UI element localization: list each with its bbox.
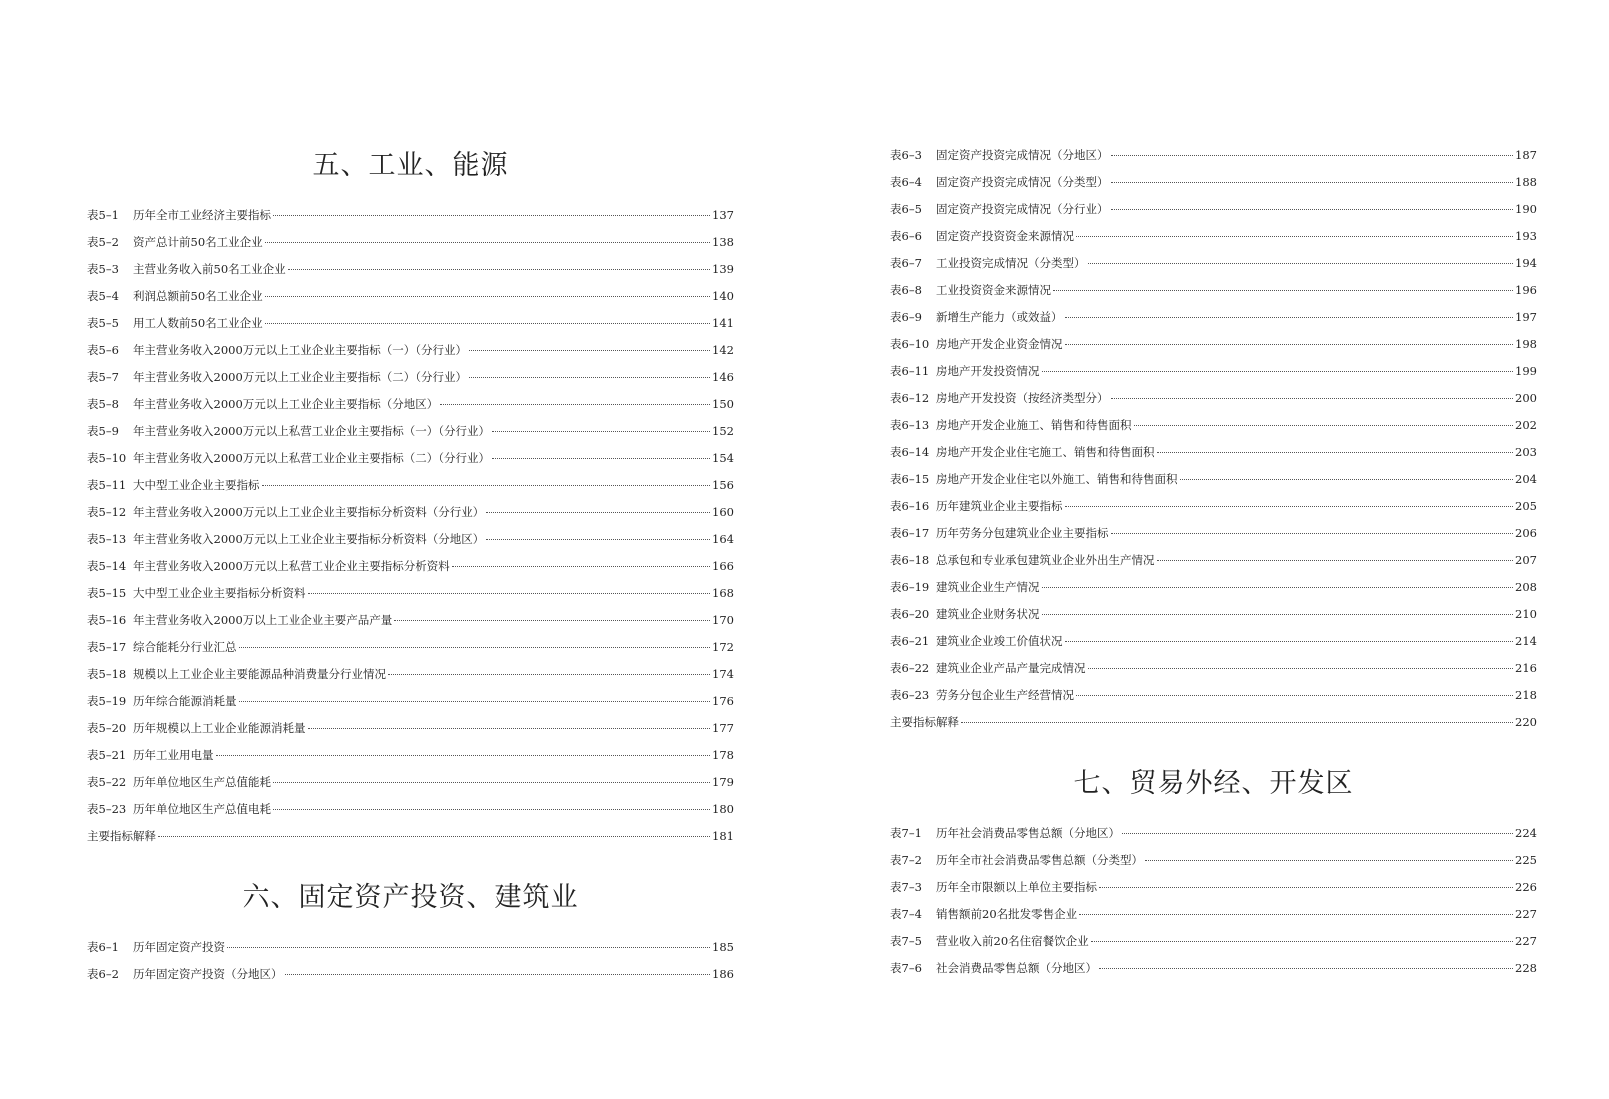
entry-table-number: 表6–1 [87,940,119,954]
entry-title: 年主营业务收入2000万元以上私营工业企业主要指标分析资料 [133,559,450,573]
dot-leader [216,755,711,756]
entry-table-number: 表6–9 [890,310,922,324]
entry-page-number: 188 [1515,175,1537,189]
entry-page-number: 186 [712,967,734,981]
section-heading: 五、工业、能源 [312,150,509,181]
dot-leader [452,566,710,567]
toc-entry[interactable] [890,223,1537,250]
entry-title: 房地产开发企业施工、销售和待售面积 [936,418,1132,432]
entry-title: 历年建筑业企业主要指标 [936,499,1063,513]
dot-leader [308,593,711,594]
entry-table-number: 表7–4 [890,907,922,921]
entry-title: 主营业务收入前50名工业企业 [133,262,286,276]
entry-title: 固定资产投资完成情况（分类型） [936,175,1109,189]
dot-leader [1042,371,1514,372]
entry-table-number: 表6–3 [890,148,922,162]
toc-entry[interactable] [87,202,734,229]
entry-table-number: 表6–20 [890,607,930,621]
toc-entry[interactable] [890,547,1537,574]
entry-title: 固定资产投资完成情况（分行业） [936,202,1109,216]
entry-table-number: 表5–7 [87,370,119,384]
entry-table-number: 表5–18 [87,667,127,681]
entry-title: 房地产开发企业资金情况 [936,337,1063,351]
entry-page-number: 174 [712,667,734,681]
toc-entry[interactable] [87,715,734,742]
entry-page-number: 220 [1515,715,1537,729]
entry-table-number: 表5–4 [87,289,119,303]
dot-leader [1065,641,1514,642]
entry-table-number: 表5–3 [87,262,119,276]
entry-title: 年主营业务收入2000万元以上工业企业主要指标分析资料（分地区） [133,532,485,546]
entry-page-number: 190 [1515,202,1537,216]
entry-table-number: 表7–1 [890,826,922,840]
dot-leader [273,215,710,216]
dot-leader [1111,182,1514,183]
toc-entry[interactable] [87,661,734,688]
entry-page-number: 210 [1515,607,1537,621]
dot-leader [1088,263,1514,264]
dot-leader [1099,968,1513,969]
entry-title: 劳务分包企业生产经营情况 [936,688,1074,702]
toc-entry[interactable] [890,682,1537,709]
entry-table-number: 表6–21 [890,634,930,648]
entry-table-number: 表5–1 [87,208,119,222]
entry-table-number: 表6–15 [890,472,930,486]
toc-entry[interactable] [87,934,734,961]
toc-entry[interactable] [890,412,1537,439]
toc-entry[interactable] [890,520,1537,547]
toc-entry[interactable] [87,472,734,499]
entry-title: 历年全市社会消费品零售总额（分类型） [936,853,1143,867]
dot-leader [1111,155,1514,156]
dot-leader [1157,560,1514,561]
entry-title: 历年规模以上工业企业能源消耗量 [133,721,306,735]
dot-leader [239,647,711,648]
entry-table-number: 表6–17 [890,526,930,540]
dot-leader [388,674,710,675]
entry-table-number: 表6–11 [890,364,930,378]
entry-page-number: 156 [712,478,734,492]
toc-entry[interactable] [890,331,1537,358]
entry-table-number: 表5–21 [87,748,127,762]
entry-title: 工业投资资金来源情况 [936,283,1051,297]
entry-title: 大中型工业企业主要指标 [133,478,260,492]
entry-table-number: 表5–2 [87,235,119,249]
toc-entry[interactable] [87,391,734,418]
entry-page-number: 150 [712,397,734,411]
entry-title: 历年全市工业经济主要指标 [133,208,271,222]
dot-leader [1065,506,1514,507]
entry-title: 历年劳务分包建筑业企业主要指标 [936,526,1109,540]
dot-leader [288,269,710,270]
toc-entry[interactable] [890,304,1537,331]
dot-leader [1042,614,1514,615]
entry-title: 建筑业企业财务状况 [936,607,1040,621]
entry-table-number: 表6–19 [890,580,930,594]
entry-title: 房地产开发投资情况 [936,364,1040,378]
toc-list-section-7 [890,820,1537,982]
toc-entry[interactable] [890,196,1537,223]
entry-page-number: 172 [712,640,734,654]
entry-title: 总承包和专业承包建筑业企业外出生产情况 [936,553,1155,567]
dot-leader [1042,587,1514,588]
toc-entry[interactable] [87,499,734,526]
entry-title: 建筑业企业产品产量完成情况 [936,661,1086,675]
entry-table-number: 表6–13 [890,418,930,432]
entry-title: 利润总额前50名工业企业 [133,289,263,303]
entry-table-number: 表5–10 [87,451,127,465]
dot-leader [158,836,710,837]
dot-leader [1076,236,1513,237]
entry-table-number: 表5–17 [87,640,127,654]
entry-page-number: 228 [1515,961,1537,975]
entry-page-number: 208 [1515,580,1537,594]
entry-page-number: 198 [1515,337,1537,351]
entry-title: 年主营业务收入2000万以上工业企业主要产品产量 [133,613,393,627]
toc-right-column [890,148,1537,982]
entry-page-number: 227 [1515,934,1537,948]
dot-leader [1079,914,1513,915]
toc-entry[interactable] [87,256,734,283]
toc-entry[interactable] [87,823,734,850]
entry-title: 主要指标解释 [890,715,959,729]
entry-page-number: 178 [712,748,734,762]
entry-table-number: 表5–12 [87,505,127,519]
dot-leader [1053,290,1513,291]
dot-leader [1111,209,1514,210]
entry-title: 固定资产投资资金来源情况 [936,229,1074,243]
dot-leader [265,323,710,324]
entry-title: 资产总计前50名工业企业 [133,235,263,249]
toc-list-section-6-right [890,142,1537,736]
entry-title: 主要指标解释 [87,829,156,843]
entry-table-number: 表7–5 [890,934,922,948]
entry-title: 年主营业务收入2000万元以上工业企业主要指标（分地区） [133,397,439,411]
entry-table-number: 表5–5 [87,316,119,330]
entry-page-number: 137 [712,208,734,222]
toc-entry[interactable] [87,553,734,580]
toc-entry[interactable] [890,874,1537,901]
entry-page-number: 138 [712,235,734,249]
toc-entry[interactable] [890,169,1537,196]
toc-entry[interactable] [890,574,1537,601]
entry-page-number: 181 [712,829,734,843]
dot-leader [1065,317,1514,318]
dot-leader [273,782,710,783]
dot-leader [1099,887,1513,888]
entry-title: 历年社会消费品零售总额（分地区） [936,826,1120,840]
entry-page-number: 170 [712,613,734,627]
dot-leader [486,512,710,513]
entry-table-number: 表6–5 [890,202,922,216]
entry-page-number: 177 [712,721,734,735]
toc-entry[interactable] [890,901,1537,928]
entry-table-number: 表6–16 [890,499,930,513]
toc-entry[interactable] [87,688,734,715]
entry-table-number: 表6–2 [87,967,119,981]
dot-leader [394,620,710,621]
entry-table-number: 表7–3 [890,880,922,894]
entry-title: 工业投资完成情况（分类型） [936,256,1086,270]
entry-table-number: 表6–12 [890,391,930,405]
entry-page-number: 204 [1515,472,1537,486]
dot-leader [1111,398,1514,399]
dot-leader [1134,425,1514,426]
entry-table-number: 表6–8 [890,283,922,297]
toc-entry[interactable] [890,655,1537,682]
entry-title: 房地产开发企业住宅施工、销售和待售面积 [936,445,1155,459]
toc-entry[interactable] [890,250,1537,277]
dot-leader [239,701,711,702]
dot-leader [227,947,710,948]
entry-table-number: 表5–23 [87,802,127,816]
entry-title: 历年单位地区生产总值电耗 [133,802,271,816]
entry-page-number: 199 [1515,364,1537,378]
dot-leader [440,404,710,405]
entry-title: 建筑业企业竣工价值状况 [936,634,1063,648]
toc-entry[interactable] [890,142,1537,169]
entry-page-number: 168 [712,586,734,600]
section-heading: 七、贸易外经、开发区 [1073,768,1354,799]
entry-page-number: 142 [712,343,734,357]
entry-page-number: 216 [1515,661,1537,675]
entry-page-number: 164 [712,532,734,546]
entry-page-number: 166 [712,559,734,573]
dot-leader [265,242,710,243]
entry-table-number: 表6–22 [890,661,930,675]
entry-table-number: 表6–7 [890,256,922,270]
dot-leader [1180,479,1514,480]
entry-title: 历年工业用电量 [133,748,214,762]
toc-entry[interactable] [87,961,734,988]
entry-table-number: 表6–6 [890,229,922,243]
entry-table-number: 表5–14 [87,559,127,573]
dot-leader [1122,833,1513,834]
toc-entry[interactable] [87,364,734,391]
entry-table-number: 表5–11 [87,478,127,492]
entry-page-number: 196 [1515,283,1537,297]
toc-entry[interactable] [87,445,734,472]
dot-leader [1091,941,1513,942]
toc-entry[interactable] [87,580,734,607]
entry-page-number: 214 [1515,634,1537,648]
entry-title: 房地产开发投资（按经济类型分） [936,391,1109,405]
toc-entry[interactable] [87,796,734,823]
entry-title: 历年固定资产投资（分地区） [133,967,283,981]
entry-table-number: 表6–10 [890,337,930,351]
entry-table-number: 表6–4 [890,175,922,189]
toc-entry[interactable] [87,769,734,796]
entry-page-number: 202 [1515,418,1537,432]
toc-entry[interactable] [87,310,734,337]
entry-table-number: 表5–6 [87,343,119,357]
dot-leader [285,974,711,975]
entry-page-number: 179 [712,775,734,789]
entry-table-number: 表6–14 [890,445,930,459]
entry-page-number: 226 [1515,880,1537,894]
entry-page-number: 185 [712,940,734,954]
dot-leader [1076,695,1513,696]
toc-left-column [87,148,734,988]
toc-entry[interactable] [890,277,1537,304]
entry-page-number: 218 [1515,688,1537,702]
toc-entry[interactable] [87,742,734,769]
entry-table-number: 表6–18 [890,553,930,567]
entry-table-number: 表5–16 [87,613,127,627]
entry-table-number: 表5–8 [87,397,119,411]
dot-leader [1145,860,1513,861]
dot-leader [1111,533,1514,534]
entry-page-number: 205 [1515,499,1537,513]
entry-page-number: 152 [712,424,734,438]
toc-entry[interactable] [87,607,734,634]
entry-title: 规模以上工业企业主要能源品种消费量分行业情况 [133,667,386,681]
entry-page-number: 180 [712,802,734,816]
entry-page-number: 200 [1515,391,1537,405]
toc-entry[interactable] [890,928,1537,955]
dot-leader [492,458,710,459]
entry-title: 年主营业务收入2000万元以上私营工业企业主要指标（一）（分行业） [133,424,491,438]
entry-page-number: 160 [712,505,734,519]
entry-title: 房地产开发企业住宅以外施工、销售和待售面积 [936,472,1178,486]
toc-entry[interactable] [890,820,1537,847]
entry-page-number: 187 [1515,148,1537,162]
entry-page-number: 176 [712,694,734,708]
entry-title: 年主营业务收入2000万元以上工业企业主要指标（一）（分行业） [133,343,468,357]
toc-entry[interactable] [890,847,1537,874]
entry-title: 综合能耗分行业汇总 [133,640,237,654]
entry-title: 新增生产能力（或效益） [936,310,1063,324]
entry-page-number: 194 [1515,256,1537,270]
entry-title: 年主营业务收入2000万元以上私营工业企业主要指标（二）（分行业） [133,451,491,465]
toc-entry[interactable] [87,418,734,445]
section-heading: 六、固定资产投资、建筑业 [242,882,579,913]
toc-entry[interactable] [890,955,1537,982]
toc-entry[interactable] [890,466,1537,493]
entry-table-number: 表7–6 [890,961,922,975]
toc-entry[interactable] [890,358,1537,385]
entry-page-number: 203 [1515,445,1537,459]
entry-title: 年主营业务收入2000万元以上工业企业主要指标（二）（分行业） [133,370,468,384]
entry-page-number: 225 [1515,853,1537,867]
dot-leader [262,485,711,486]
toc-entry[interactable] [890,709,1537,736]
entry-title: 建筑业企业生产情况 [936,580,1040,594]
toc-entry[interactable] [87,337,734,364]
entry-table-number: 表5–19 [87,694,127,708]
dot-leader [273,809,710,810]
toc-entry[interactable] [87,526,734,553]
entry-table-number: 表5–20 [87,721,127,735]
entry-table-number: 表5–15 [87,586,127,600]
entry-title: 历年固定资产投资 [133,940,225,954]
toc-entry[interactable] [890,439,1537,466]
entry-title: 大中型工业企业主要指标分析资料 [133,586,306,600]
toc-entry[interactable] [890,628,1537,655]
dot-leader [469,377,710,378]
toc-list-section-6-left [87,934,734,988]
entry-page-number: 141 [712,316,734,330]
entry-page-number: 227 [1515,907,1537,921]
toc-entry[interactable] [87,634,734,661]
entry-title: 年主营业务收入2000万元以上工业企业主要指标分析资料（分行业） [133,505,485,519]
dot-leader [469,350,710,351]
entry-page-number: 224 [1515,826,1537,840]
dot-leader [961,722,1513,723]
dot-leader [1088,668,1514,669]
dot-leader [486,539,710,540]
toc-list-section-5 [87,202,734,850]
dot-leader [308,728,711,729]
entry-table-number: 表5–22 [87,775,127,789]
entry-page-number: 207 [1515,553,1537,567]
toc-entry[interactable] [87,283,734,310]
entry-page-number: 140 [712,289,734,303]
dot-leader [1065,344,1514,345]
entry-title: 历年全市限额以上单位主要指标 [936,880,1097,894]
entry-page-number: 139 [712,262,734,276]
entry-title: 固定资产投资完成情况（分地区） [936,148,1109,162]
entry-page-number: 154 [712,451,734,465]
entry-table-number: 表5–13 [87,532,127,546]
entry-title: 用工人数前50名工业企业 [133,316,263,330]
dot-leader [492,431,710,432]
entry-page-number: 193 [1515,229,1537,243]
toc-entry[interactable] [890,601,1537,628]
entry-page-number: 197 [1515,310,1537,324]
dot-leader [1157,452,1514,453]
entry-page-number: 206 [1515,526,1537,540]
entry-title: 销售额前20名批发零售企业 [936,907,1078,921]
entry-title: 社会消费品零售总额（分地区） [936,961,1097,975]
entry-table-number: 表5–9 [87,424,119,438]
entry-title: 历年单位地区生产总值能耗 [133,775,271,789]
entry-page-number: 146 [712,370,734,384]
entry-table-number: 表7–2 [890,853,922,867]
toc-entry[interactable] [87,229,734,256]
toc-entry[interactable] [890,385,1537,412]
toc-entry[interactable] [890,493,1537,520]
entry-table-number: 表6–23 [890,688,930,702]
entry-title: 历年综合能源消耗量 [133,694,237,708]
dot-leader [265,296,710,297]
entry-title: 营业收入前20名住宿餐饮企业 [936,934,1089,948]
